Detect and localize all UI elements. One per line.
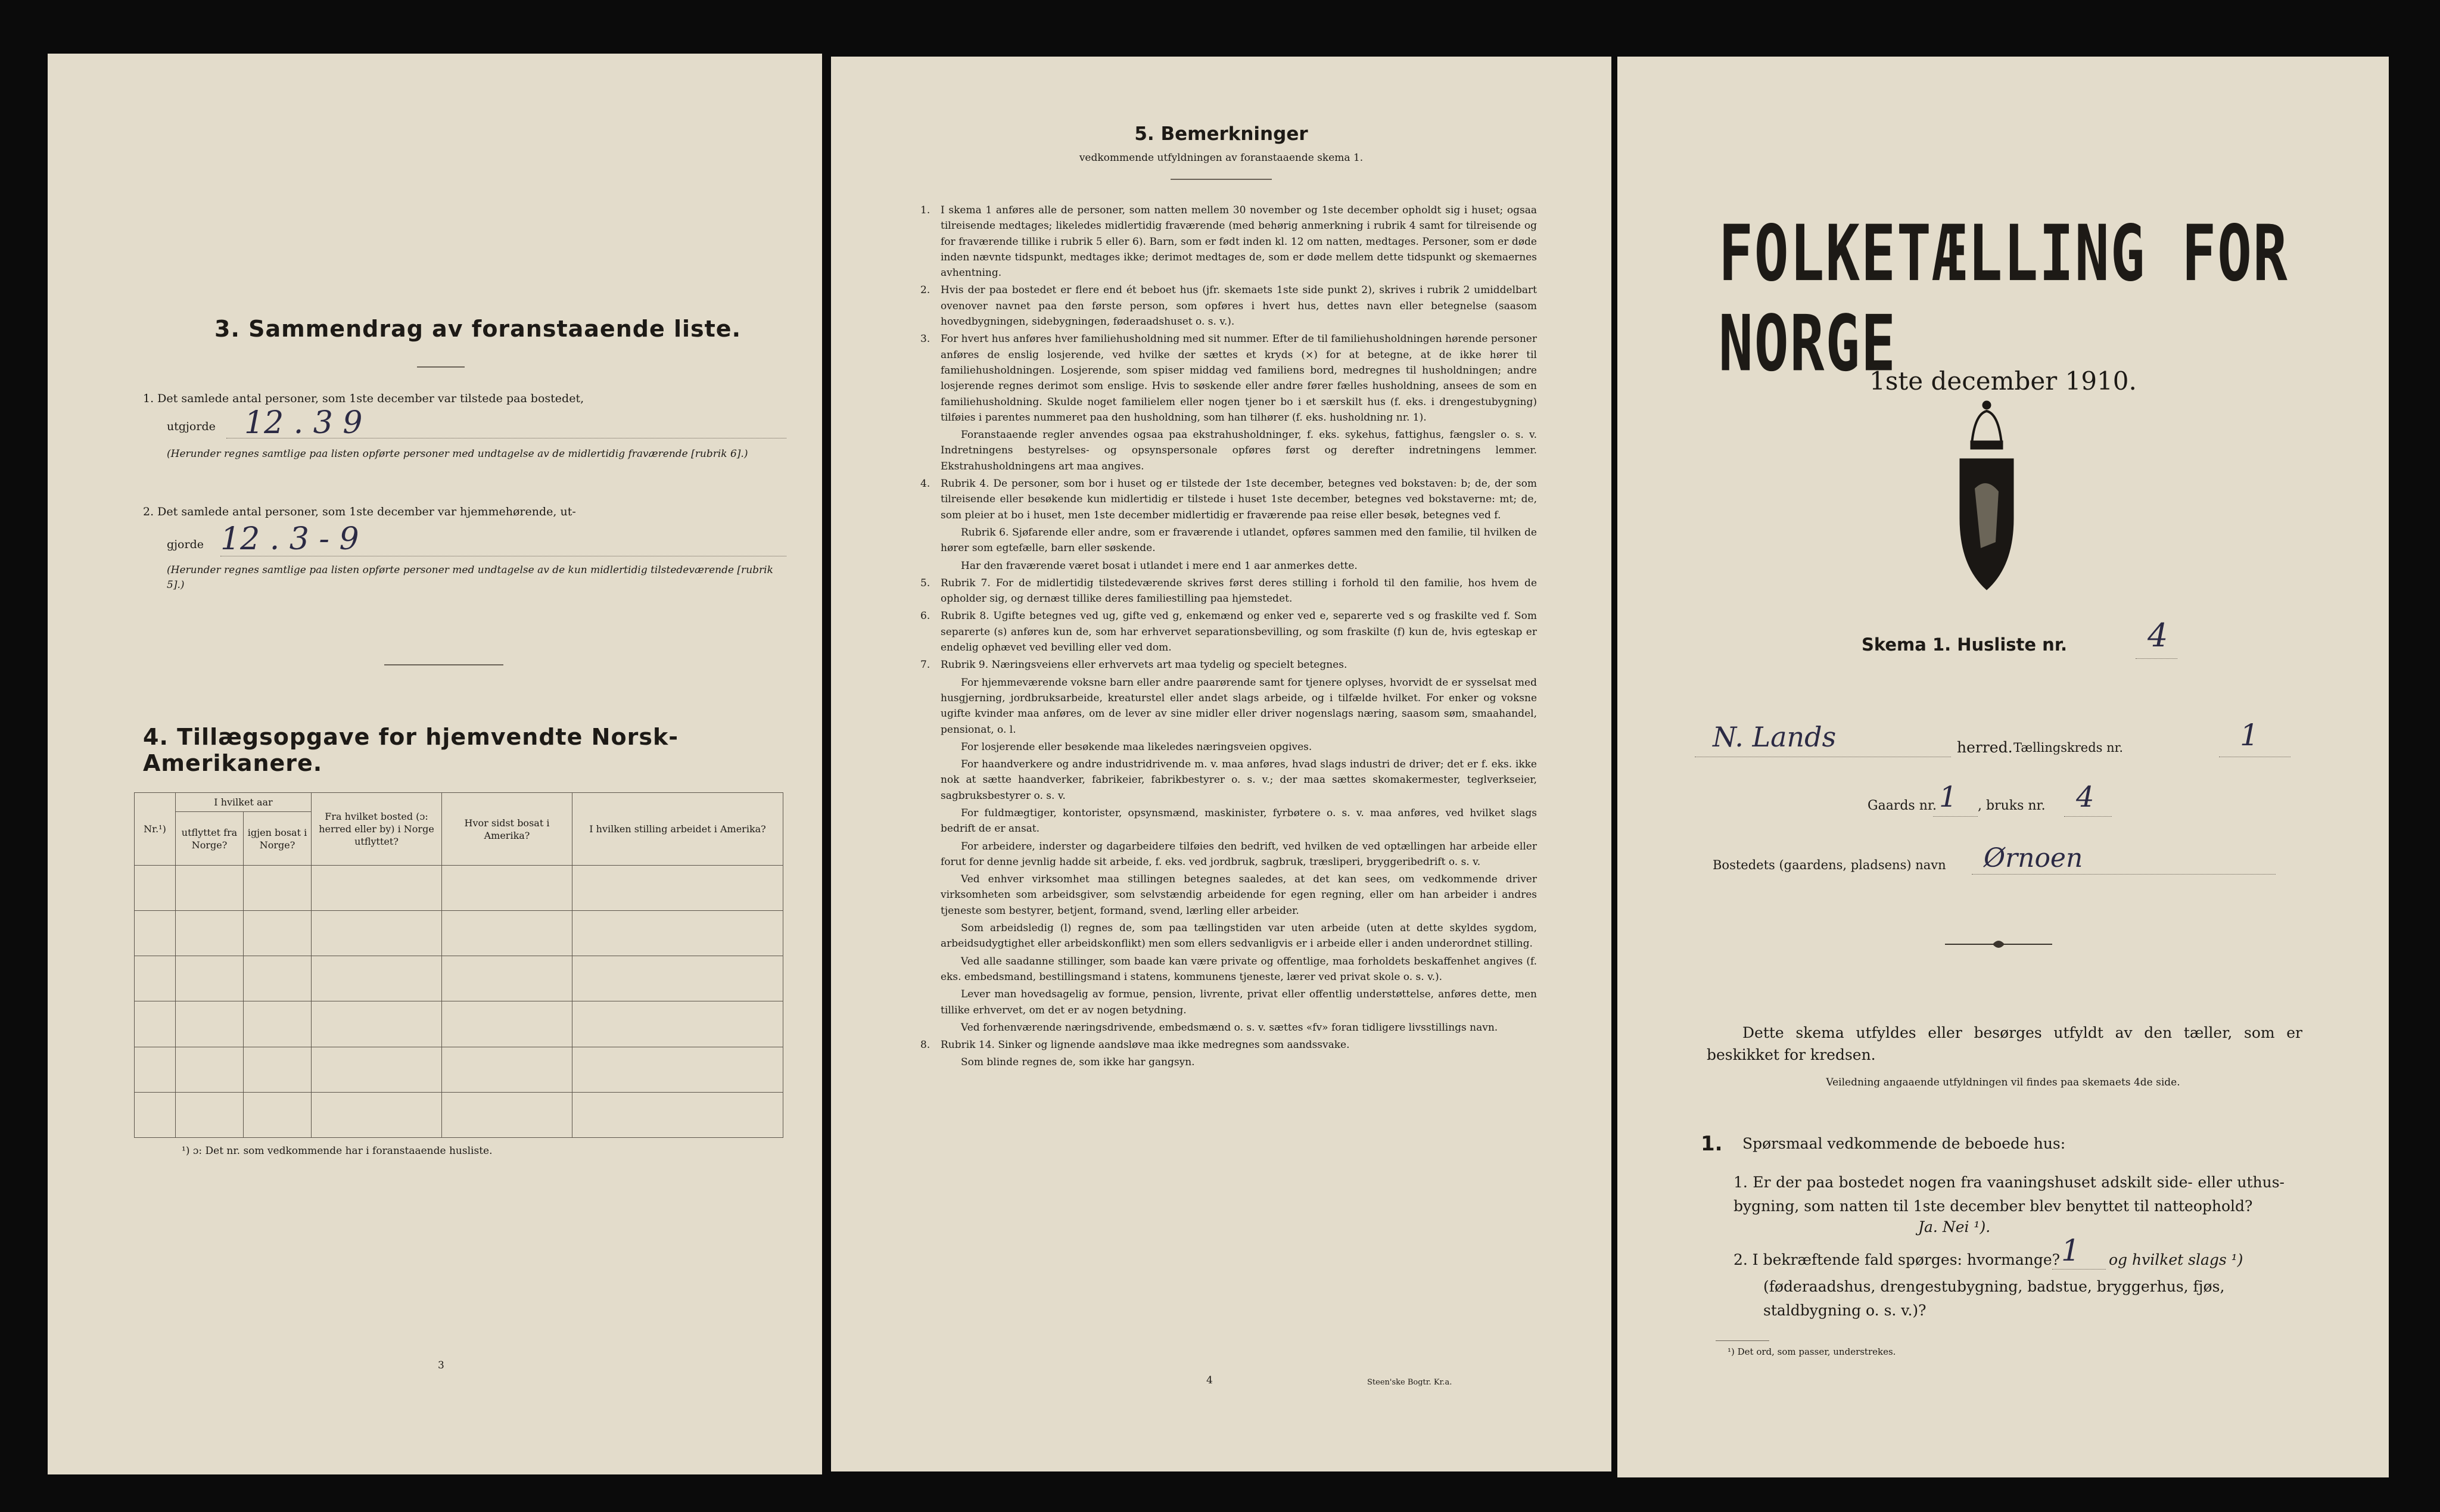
remark-paragraph: [920, 954, 1537, 985]
remark-text: For losjerende eller besøkende maa likeledes næringsveien opgives.: [961, 741, 1312, 753]
remark-paragraph: [920, 920, 1537, 952]
remark-number: [920, 872, 941, 919]
item-1-note: (Herunder regnes samtlige paa listen opførte personer med undtagelse av de midlertidig fraværende [rubrik 6].): [167, 448, 748, 460]
remark-paragraph: [920, 657, 1537, 673]
remark-text: Rubrik 9. Næringsveiens eller erhvervets art maa tydelig og specielt betegnes.: [941, 659, 1347, 671]
header-nr: Nr.¹): [135, 793, 176, 866]
herred-label: herred.: [1957, 739, 2013, 756]
remark-text: For arbeidere, inderster og dagarbeidere tilføies den bedrift, ved hvilken de ved optællingen har arbeide eller forut for denne jevnlig hadde sit arbeide, f. eks. ved jordbruk, sagbruk, træsliperi, bryggeribedrift o. s. v.: [941, 840, 1537, 868]
bruks-value: 4: [2076, 780, 2094, 814]
remark-number: 2.: [920, 284, 930, 297]
remark-number: 5.: [920, 577, 930, 589]
remark-text: For fuldmægtiger, kontorister, opsynsmænd, maskinister, fyrbøtere o. s. v. maa anføres, ved hvilket slags bedrift de er ansat.: [941, 807, 1537, 835]
remark-number: [920, 805, 941, 837]
remark-paragraph: [920, 331, 1537, 425]
remark-number: [920, 987, 941, 1018]
header-stilling: I hvilken stilling arbeidet i Amerika?: [572, 793, 783, 866]
item-1-prefix: utgjorde: [167, 420, 216, 433]
divider: [417, 366, 465, 368]
table-row: [135, 866, 783, 911]
item-1-text: 1. Det samlede antal personer, som 1ste december var tilstede paa bostedet,: [143, 392, 584, 405]
remark-text: Foranstaaende regler anvendes ogsaa paa ekstrahusholdninger, f. eks. sykehus, fattighus, fængsler o. s. v. Indretningens bestyrelses- og opsynspersonale opføres først og derefter indretningens lemmer. Ekstrahusholdningens art maa angives.: [941, 429, 1537, 472]
remark-paragraph: [920, 675, 1537, 738]
remark-number: [920, 1054, 941, 1070]
herred-value: N. Lands: [1713, 721, 1837, 753]
header-hvor-sidst-bosat: Hvor sidst bosat i Amerika?: [442, 793, 572, 866]
skema-label: Skema 1. Husliste nr.: [1862, 634, 2068, 655]
census-date: 1ste december 1910.: [1869, 366, 2137, 396]
question-section-title: Spørsmaal vedkommende de beboede hus:: [1742, 1135, 2066, 1152]
remark-number: [920, 920, 941, 952]
remark-paragraph: [920, 476, 1537, 523]
ornament-divider-icon: [1945, 937, 2052, 951]
remark-number: [920, 525, 941, 556]
remark-text: Som blinde regnes de, som ikke har gangsyn.: [961, 1056, 1195, 1069]
page-number: 4: [1206, 1374, 1213, 1386]
fill-line: [1972, 874, 2276, 875]
remark-number: 3.: [920, 333, 930, 346]
item-1-value: 12 . 3 9: [244, 405, 363, 441]
remark-text: I skema 1 anføres alle de personer, som natten mellem 30 november og 1ste december opholdt sig i huset; ogsaa tilreisende medtages; likeledes midlertidig fraværende (med behørig anmerkning i rubrik 4 samt for tilreisende og for fraværende tillike i rubrik 5 eller 6). Barn, som er født inden kl. 12 om natten, medtages. Personer, som er døde inden nævnte tidspunkt, medtages ikke; derimot medtages de, som er døde mellem dette tidspunkt og skemaernes avhentning.: [941, 204, 1537, 279]
section-5-subtitle: vedkommende utfyldningen av foranstaaende skema 1.: [1079, 152, 1364, 164]
remark-paragraph: [920, 427, 1537, 474]
remark-paragraph: [920, 282, 1537, 329]
remark-text: For haandverkere og andre industridrivende m. v. maa anføres, hvad slags industri de driver; det er f. eks. ikke nok at sætte haandverker, fabrikeier, fabrikbestyrer o. s. v.; der maa sættes skomakermester, teglverkseier, sagbruksbestyrer o. s. v.: [941, 758, 1537, 802]
remark-number: 7.: [920, 659, 930, 671]
remark-paragraph: [920, 805, 1537, 837]
remark-number: [920, 954, 941, 985]
remark-paragraph: [920, 757, 1537, 804]
table-row: [135, 956, 783, 1001]
header-fra-hvilket-bosted: Fra hvilket bosted (ɔ: herred eller by) i Norge utflyttet?: [312, 793, 442, 866]
remark-text: Rubrik 6. Sjøfarende eller andre, som er fraværende i utlandet, opføres sammen med den familie, til hvilken de hører som egtefælle, barn eller søskende.: [941, 526, 1537, 555]
left-page: [48, 54, 822, 1474]
remark-text: For hjemmeværende voksne barn eller andre paarørende samt for tjenere oplyses, hvorvidt de er sysselsat med husgjerning, jordbruksarbeide, kreaturstel eller andet slags arbeide, og i tilfælde hvilket. For enker og voksne ugifte kvinder maa anføres, om de lever av sine midler eller driver nogenslags næring, saasom søm, smaahandel, pensionat, o. l.: [941, 676, 1537, 736]
item-2-text: 2. Det samlede antal personer, som 1ste december var hjemmehørende, ut-: [143, 505, 576, 518]
remark-number: [920, 427, 941, 474]
remark-paragraph: [920, 575, 1537, 607]
veiledning-text: Veiledning angaaende utfyldningen vil findes paa skemaets 4de side.: [1826, 1077, 2180, 1088]
remark-text: Lever man hovedsagelig av formue, pension, livrente, privat eller offentlig understøttelse, anføres dette, men tillike erhvervet, om det er av nogen betydning.: [941, 988, 1537, 1016]
remark-paragraph: [920, 203, 1537, 281]
remark-number: [920, 558, 941, 574]
remark-text: Hvis der paa bostedet er flere end ét beboet hus (jfr. skemaets 1ste side punkt 2), skrives i rubrik 2 umiddelbart ovenover navnet paa den første person, som opføres i hvert hus, dettes navn eller betegnelse (saasom hovedbygningen, sidebygningen, føderaadshuset o. s. v.).: [941, 284, 1537, 328]
fill-line: [2064, 816, 2112, 817]
remark-number: 6.: [920, 610, 930, 623]
table-footnote: ¹) ɔ: Det nr. som vedkommende har i foranstaaende husliste.: [182, 1145, 493, 1157]
husliste-nr-value: 4: [2148, 617, 2168, 654]
question-2-kind-label: og hvilket slags ¹): [2109, 1251, 2243, 1268]
item-2-prefix: gjorde: [167, 538, 204, 551]
remark-text: Har den fraværende været bosat i utlandet i mere end 1 aar anmerkes dette.: [961, 559, 1358, 572]
norsk-amerikanere-table: [134, 792, 783, 1138]
question-section-number: 1.: [1701, 1132, 1723, 1156]
item-2-value: 12 . 3 - 9: [220, 521, 359, 557]
remark-text: Rubrik 7. For de midlertidig tilstedeværende skrives først deres stilling i forhold til den familie, hos hvem de opholder sig, og dernæst tillike deres familiestilling paa hjemstedet.: [941, 577, 1537, 605]
item-2-note: (Herunder regnes samtlige paa listen opførte personer med undtagelse av de kun midlertidig tilstedeværende [rubrik 5].): [167, 564, 773, 591]
remark-text: Ved enhver virksomhet maa stillingen betegnes saaledes, at det kan sees, om vedkommende driver virksomheten som arbeidsgiver, som selvstændig arbeidende for egen regning, eller om han arbeider i andres tjeneste som bestyrer, betjent, formand, svend, lærling eller arbeider.: [941, 873, 1537, 917]
table-row: [135, 1092, 783, 1137]
intro-text: Dette skema utfyldes eller besørges utfyldt av den tæller, som er beskikket for kredsen.: [1707, 1024, 2302, 1063]
remark-paragraph: [920, 1020, 1537, 1035]
bosted-label: Bostedets (gaardens, pladsens) navn: [1713, 858, 1946, 872]
kreds-label: Tællingskreds nr.: [2013, 741, 2124, 755]
remark-text: For hvert hus anføres hver familiehusholdning med sit nummer. Efter de til familiehusholdningen hørende personer anføres de enslig losjerende, ved hvilke der sættes et kryds (×) for at betegne, at de ikke hører til familiehusholdningen. Losjerende, som spiser middag ved familiens bord, medregnes til husholdningen; andre losjerende regnes derimot som enslige. Hvis to søskende eller andre fører fælles husholdning, ansees de som en familiehusholdning. Skulde noget familielem eller nogen tjener bo i et særskilt hus (f. eks. i drengestubygning) tilføies i parentes nummeret paa den husholdning, som han tilhører (f. eks. husholdning nr. 1).: [941, 333, 1537, 424]
coat-of-arms-icon: [1948, 387, 2025, 602]
fill-line: [2136, 658, 2177, 659]
divider: [1171, 179, 1272, 180]
remarks-list: [920, 203, 1537, 1072]
right-page: [1617, 57, 2389, 1477]
table-row: [135, 911, 783, 956]
bosted-value: Ørnoen: [1984, 843, 2083, 873]
remark-text: Rubrik 4. De personer, som bor i huset og er tilstede der 1ste december, betegnes ved bokstaven: b; de, der som tilreisende eller besøkende kun midlertidig er tilstede i huset 1ste december, betegnes ved bokstaverne: mt; de, som pleier at bo i huset, men 1ste december midlertidig er fraværende paa reise eller besøk, betegnes ved f.: [941, 478, 1537, 521]
question-2-kind-options: (føderaadshus, drengestubygning, badstue, bryggerhus, fjøs, staldbygning o. s. v.)?: [1763, 1278, 2225, 1319]
question-1-answer: Ja. Nei ¹).: [1918, 1218, 1991, 1236]
remark-paragraph: [920, 1037, 1537, 1053]
remark-paragraph: [920, 839, 1537, 870]
remark-number: [920, 1020, 941, 1035]
page-number: 3: [438, 1359, 444, 1371]
remark-number: 4.: [920, 478, 930, 490]
header-igjen-bosat: igjen bosat i Norge?: [244, 812, 312, 866]
remark-paragraph: [920, 872, 1537, 919]
remark-number: [920, 757, 941, 804]
gaards-value: 1: [1939, 780, 1957, 814]
remark-paragraph: [920, 558, 1537, 574]
printer-imprint: Steen'ske Bogtr. Kr.a.: [1367, 1378, 1452, 1387]
table-row: [135, 1047, 783, 1092]
footnote: ¹) Det ord, som passer, understrekes.: [1728, 1346, 1896, 1357]
remark-paragraph: [920, 1054, 1537, 1070]
remark-number: [920, 739, 941, 755]
question-1: 1. Er der paa bostedet nogen fra vaaningshuset adskilt side- eller uthus-bygning, som natten til 1ste december blev benyttet til natteophold?: [1733, 1174, 2285, 1215]
remark-paragraph: [920, 525, 1537, 556]
remark-paragraph: [920, 987, 1537, 1018]
remark-text: Ved forhenværende næringsdrivende, embedsmænd o. s. v. sættes «fv» foran tidligere livsstillings navn.: [961, 1021, 1498, 1034]
remark-number: 1.: [920, 204, 930, 216]
remark-paragraph: [920, 608, 1537, 655]
census-title: FOLKETÆLLING FOR NORGE: [1719, 209, 2289, 389]
section-5-title: 5. Bemerkninger: [1134, 123, 1308, 145]
question-2-text: 2. I bekræftende fald spørges: hvormange?: [1733, 1251, 2061, 1268]
section-4-title: 4. Tillægsopgave for hjemvendte Norsk-Amerikanere.: [143, 724, 679, 776]
gaards-label: Gaards nr.: [1868, 798, 1937, 813]
remark-number: [920, 675, 941, 738]
remark-text: Ved alle saadanne stillinger, som baade kan være private og offentlige, maa forholdets beskaffenhet angives (f. eks. embedsmand, bestillingsmand i statens, kommunens tjeneste, lærer ved privat skole o. s. v.).: [941, 955, 1537, 983]
divider: [384, 664, 503, 665]
header-utflyttet: utflyttet fra Norge?: [176, 812, 244, 866]
table-row: [135, 1001, 783, 1047]
header-i-hvilket-aar: I hvilket aar: [176, 793, 312, 812]
kreds-value: 1: [2240, 718, 2259, 752]
question-2-count: 1: [2061, 1233, 2080, 1268]
remark-paragraph: [920, 739, 1537, 755]
divider: [1716, 1340, 1769, 1341]
remark-text: Som arbeidsledig (l) regnes de, som paa tællingstiden var uten arbeide (uten at dette skyldes sygdom, arbeidsudygtighet eller arbeidskonflikt) men som ellers sedvanligvis er i arbeide eller i anden underordnet stilling.: [941, 922, 1537, 950]
remark-number: 8.: [920, 1039, 930, 1051]
fill-line: [2052, 1269, 2106, 1270]
middle-page: [831, 57, 1611, 1471]
remark-text: Rubrik 8. Ugifte betegnes ved ug, gifte ved g, enkemænd og enker ved e, separerte ved s og fraskilte ved f. Som separerte (s) anføres kun de, som har erhvervet separationsbevilling, og som fraskilte (f) kun de, hvis egteskap er endelig ophævet ved bevilling eller ved dom.: [941, 610, 1537, 654]
remark-number: [920, 839, 941, 870]
fill-line: [1933, 816, 1978, 817]
remark-text: Rubrik 14. Sinker og lignende aandsløve maa ikke medregnes som aandssvake.: [941, 1039, 1350, 1051]
bruks-label: , bruks nr.: [1978, 798, 2046, 813]
section-3-title: 3. Sammendrag av foranstaaende liste.: [214, 316, 742, 342]
